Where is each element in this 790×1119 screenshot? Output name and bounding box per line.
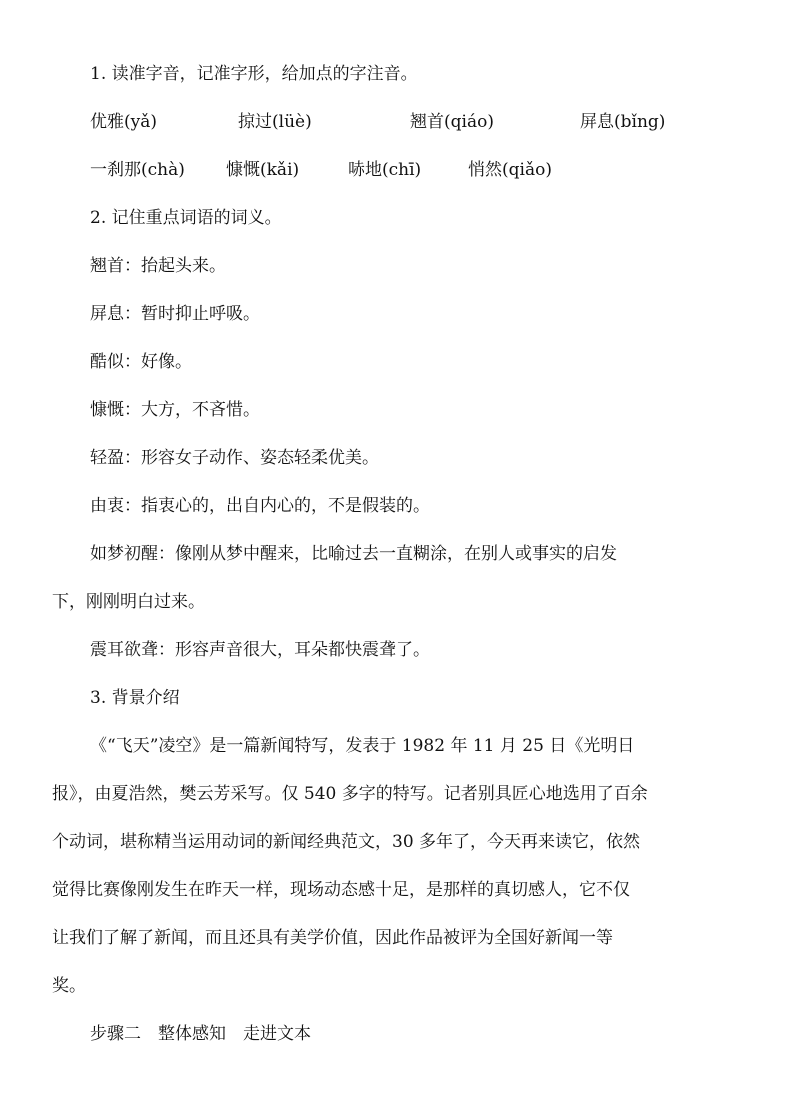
term-kusi: 酷似：好像。 (90, 352, 192, 372)
background-line-5: 让我们了解了新闻，而且还具有美学价值，因此作品被评为全国好新闻一等 (52, 928, 613, 948)
step2-heading: 步骤二 整体感知 走进文本 (90, 1024, 311, 1044)
term-qingying: 轻盈：形容女子动作、姿态轻柔优美。 (90, 448, 379, 468)
pinyin-item: 屏息(bǐng) (580, 112, 666, 132)
pinyin-row-2 (90, 158, 790, 182)
background-line-2: 报》，由夏浩然，樊云芳采写。仅 540 多字的特写。记者别具匠心地选用了百余 (52, 784, 648, 804)
pinyin-item: 翘首(qiáo) (410, 112, 494, 132)
background-line-1: 《“飞天”凌空》是一篇新闻特写，发表于 1982 年 11 月 25 日《光明日 (90, 736, 635, 756)
term-rumeng-line2: 下，刚刚明白过来。 (52, 592, 205, 612)
section1-heading: 1. 读准字音，记准字形，给加点的字注音。 (90, 64, 418, 84)
term-rumeng-line1: 如梦初醒：像刚从梦中醒来，比喻过去一直糊涂，在别人或事实的启发 (90, 544, 617, 564)
pinyin-item: 一刹那(chà) (90, 160, 185, 180)
term-qiaoshou: 翘首：抬起头来。 (90, 256, 226, 276)
pinyin-item: 哧地(chī) (348, 160, 422, 180)
section2-heading: 2. 记住重点词语的词义。 (90, 208, 282, 228)
background-line-6: 奖。 (52, 976, 86, 996)
background-line-3: 个动词，堪称精当运用动词的新闻经典范文，30 多年了，今天再来读它，依然 (52, 832, 641, 852)
term-zhener: 震耳欲聋：形容声音很大，耳朵都快震聋了。 (90, 640, 430, 660)
pinyin-item: 慷慨(kǎi) (226, 160, 300, 180)
background-line-4: 觉得比赛像刚发生在昨天一样，现场动态感十足，是那样的真切感人，它不仅 (52, 880, 630, 900)
pinyin-item: 悄然(qiǎo) (468, 160, 552, 180)
pinyin-item: 掠过(lüè) (238, 112, 312, 132)
pinyin-row-1 (90, 110, 790, 134)
term-pingxi: 屏息：暂时抑止呼吸。 (90, 304, 260, 324)
section3-heading: 3. 背景介绍 (90, 688, 180, 708)
pinyin-item: 优雅(yǎ) (90, 112, 158, 132)
term-kangkai: 慷慨：大方，不吝惜。 (90, 400, 260, 420)
term-youzhong: 由衷：指衷心的，出自内心的，不是假装的。 (90, 496, 430, 516)
